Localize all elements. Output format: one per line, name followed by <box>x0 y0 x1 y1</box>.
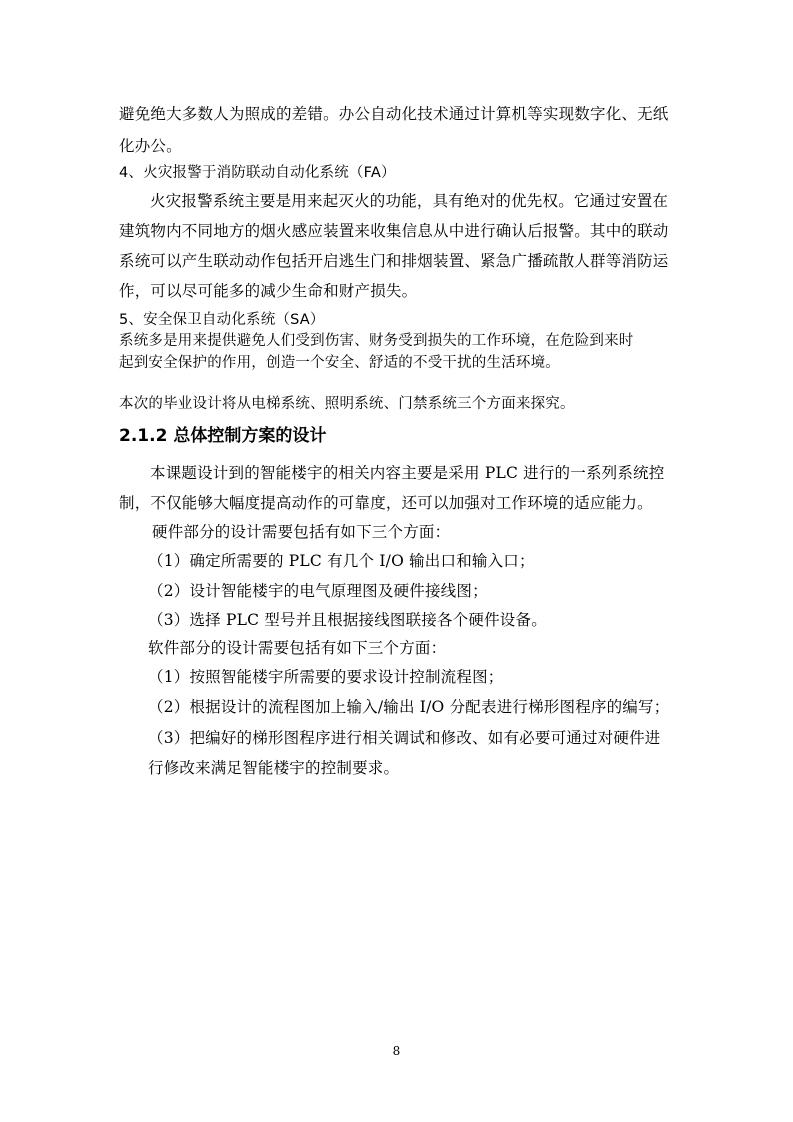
body-text-line: 硬件部分的设计需要包括有如下三个方面： <box>152 523 451 541</box>
body-text-line: 行修改来满足智能楼宇的控制要求。 <box>148 759 400 777</box>
body-text-line: 火灾报警系统主要是用来起灭火的功能，具有绝对的优先权。它通过安置在 <box>150 192 669 210</box>
body-text-line: 软件部分的设计需要包括有如下三个方面： <box>148 639 447 657</box>
list-item: （3）选择 PLC 型号并且根据接线图联接各个硬件设备。 <box>148 611 547 629</box>
page-number: 8 <box>392 1044 401 1058</box>
body-text-line: 本课题设计到的智能楼宇的相关内容主要是采用 PLC 进行的一系列系统控 <box>150 464 665 482</box>
list-item: （3）把编好的梯形图程序进行相关调试和修改、如有必要可通过对硬件进 <box>148 729 661 747</box>
section-heading: 2.1.2 总体控制方案的设计 <box>119 426 327 446</box>
body-text-line: 避免绝大多数人为照成的差错。办公自动化技术通过计算机等实现数字化、无纸 <box>119 105 669 123</box>
body-text-line: 系统多是用来提供避免人们受到伤害、财务受到损失的工作环境，在危险到来时 <box>119 333 634 349</box>
list-item: （1）按照智能楼宇所需要的要求设计控制流程图； <box>148 668 504 686</box>
list-item: （2）设计智能楼宇的电气原理图及硬件接线图； <box>148 582 488 600</box>
body-text-line: 系统可以产生联动动作包括开启逃生门和排烟装置、紧急广播疏散人群等消防运 <box>119 252 669 270</box>
body-text-line: 制，不仅能够大幅度提高动作的可靠度，还可以加强对工作环境的适应能力。 <box>119 494 653 512</box>
list-item: （1）确定所需要的 PLC 有几个 I/O 输出口和输入口； <box>148 552 535 570</box>
body-text-line: 作，可以尽可能多的减少生命和财产损失。 <box>119 282 418 300</box>
body-text-line: 本次的毕业设计将从电梯系统、照明系统、门禁系统三个方面来探究。 <box>119 396 575 412</box>
list-item-heading: 4、火灾报警于消防联动自动化系统（FA） <box>119 165 396 181</box>
body-text-line: 起到安全保护的作用，创造一个安全、舒适的不受干扰的生活环境。 <box>119 355 560 371</box>
list-item-heading: 5、安全保卫自动化系统（SA） <box>119 312 325 328</box>
body-text-line: 化办公。 <box>119 137 182 155</box>
list-item: （2）根据设计的流程图加上输入/输出 I/O 分配表进行梯形图程序的编写； <box>148 698 670 716</box>
body-text-line: 建筑物内不同地方的烟火感应装置来收集信息从中进行确认后报警。其中的联动 <box>119 222 669 240</box>
